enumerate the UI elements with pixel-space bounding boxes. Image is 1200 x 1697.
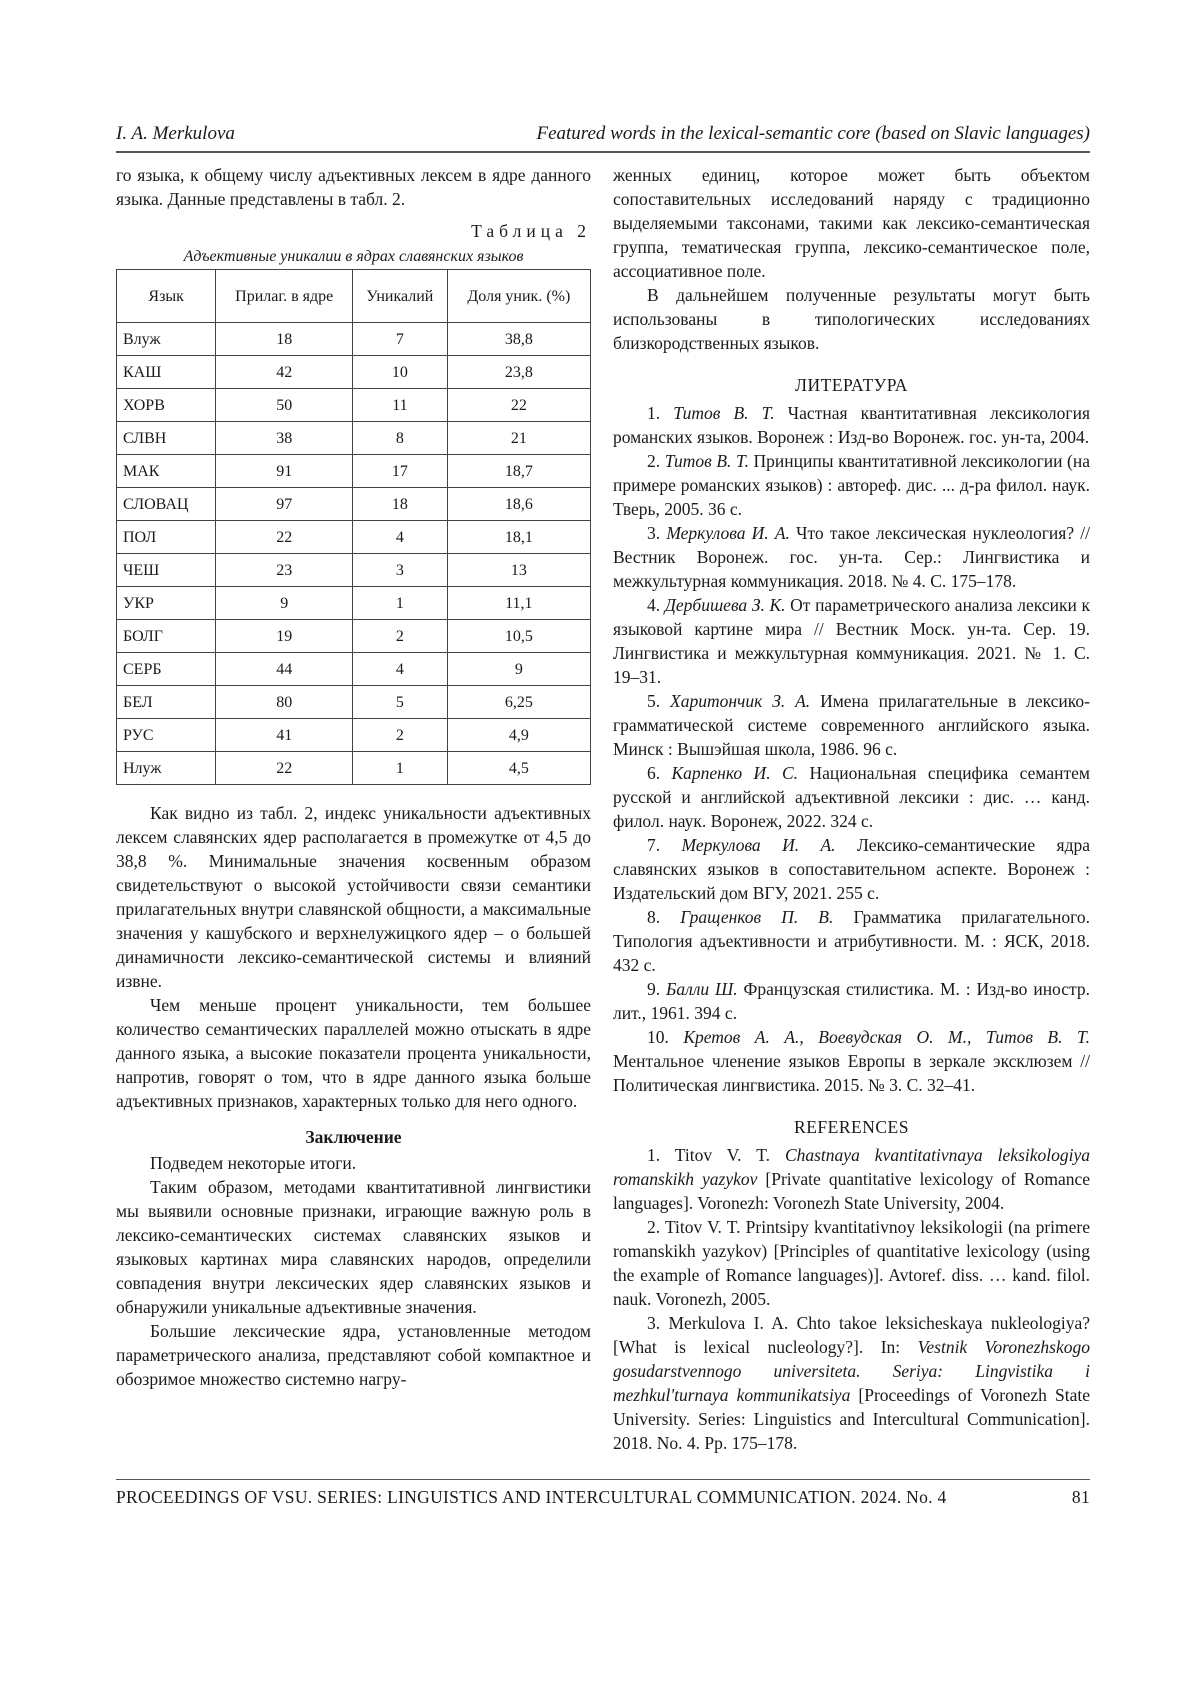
reference-item [613,905,1090,977]
reference-text: 4. [647,595,665,615]
table-cell: СЕРБ [117,653,216,686]
table-cell: 11,1 [447,587,590,620]
body-paragraph: Как видно из табл. 2, индекс уникальности адъективных лексем славянских ядер располагается в промежутке от 4,5 до 38,8 %. Минимальные значения косвенным образом свидетельствуют о высокой устойчивости связи семантики прилагательных внутри славянской общности, а максимальные значения у кашубского и верхнелужицкого ядер – о большей динамичности лексико-семантической системы и влияний извне. [116,801,591,993]
intro-paragraph: го языка, к общему числу адъективных лексем в ядре данного языка. Данные представлены в табл. 2. [116,163,591,211]
conclusion-paragraph: Таким образом, методами квантитативной лингвистики мы выявили основные признаки, играющие важную роль в лексико-семантических системах славянских языков и языковых картинах мира славянских народов, определили совпадения внутри лексических ядер славянских языков и обнаружили уникальные адъективные значения. [116,1175,591,1319]
reference-italic: Балли Ш. [666,979,738,999]
body-paragraph: В дальнейшем полученные результаты могут быть использованы в типологических исследованиях близкородственных языков. [613,283,1090,355]
table-cell: 9 [216,587,353,620]
reference-text: Французская стилистика. М. : Изд-во иностр. лит., 1961. 394 с. [613,979,1090,1023]
reference-italic: Меркулова И. А. [666,523,790,543]
reference-text: 8. [647,907,680,927]
table-cell: 42 [216,356,353,389]
table-cell: Нлуж [117,752,216,785]
table-header-row [117,270,591,323]
header-author: I. A. Merkulova [116,122,235,146]
table-header: Язык [117,270,216,323]
table-cell: 18,7 [447,455,590,488]
table-cell: 38,8 [447,323,590,356]
table-cell: 23,8 [447,356,590,389]
left-column [116,163,591,1391]
reference-item [613,761,1090,833]
reference-text: От параметрического анализа лексики к языковой картине мира // Вестник Моск. ун-та. Сер. 19. Лингвистика и межкультурная коммуникация. 2021. № 1. С. 19–31. [613,595,1090,687]
header-rule [116,151,1090,153]
reference-italic: Титов В. Т. [673,403,774,423]
conclusion-heading: Заключение [116,1125,591,1149]
table-cell: КАШ [117,356,216,389]
table-row [117,356,591,389]
reference-item [613,449,1090,521]
table-cell: 4 [353,521,448,554]
footer-rule [116,1479,1090,1480]
table-row [117,389,591,422]
reference-text: Ментальное членение языков Европы в зеркале эксклюзем // Политическая лингвистика. 2015. № 3. С. 32–41. [613,1051,1090,1095]
table-cell: 18 [216,323,353,356]
table-cell: 38 [216,422,353,455]
columns [116,163,1090,1455]
reference-item [613,401,1090,449]
table-cell: 22 [216,752,353,785]
table-cell: ЧЕШ [117,554,216,587]
reference-item [613,1311,1090,1455]
table-cell: 9 [447,653,590,686]
table-cell: 10 [353,356,448,389]
table-cell: ПОЛ [117,521,216,554]
header-title: Featured words in the lexical-semantic core (based on Slavic languages) [536,122,1090,146]
reference-italic: Гращенков П. В. [680,907,833,927]
table-row [117,488,591,521]
reference-text: 1. Titov V. T. [647,1145,785,1165]
table-row [117,752,591,785]
table-cell: 22 [447,389,590,422]
reference-text: 5. [647,691,670,711]
table-cell: 2 [353,719,448,752]
reference-text: Частная квантитативная лексикология романских языков. Воронеж : Изд-во Воронеж. гос. ун-та, 2004. [613,403,1090,447]
reference-item [613,1215,1090,1311]
table-row [117,455,591,488]
table-cell: УКР [117,587,216,620]
table-cell: 10,5 [447,620,590,653]
running-footer [116,1486,1090,1528]
reference-text: Грамматика прилагательного. Типология адъективности и атрибутивности. М. : ЯСК, 2018. 432 с. [613,907,1090,975]
reference-text: 3. [647,523,666,543]
table-cell: 21 [447,422,590,455]
reference-text: 6. [647,763,672,783]
reference-text: 1. [647,403,673,423]
reference-item [613,833,1090,905]
reference-item [613,689,1090,761]
reference-text: Что такое лексическая нуклеология? // Вестник Воронеж. гос. ун-та. Сер.: Лингвистика и межкультурная коммуникация. 2018. № 4. С. 175–178. [613,523,1090,591]
reference-text: 2. Titov V. T. Printsipy kvantitativnoy leksikologii (na primere romanskikh yazykov) [Principles of quantitative lexicology (using the example of Romance languages)]. Avtoref. diss. … kand. filol. nauk. Voronezh, 2005. [613,1217,1090,1309]
reference-italic: Chastnaya kvantitativnaya leksikologiya romanskikh yazykov [613,1145,1090,1189]
table-cell: 3 [353,554,448,587]
table-cell: 44 [216,653,353,686]
table-cell: 18 [353,488,448,521]
reference-text: [Proceedings of Voronezh State University. Series: Linguistics and Intercultural Communication]. 2018. No. 4. Pp. 175–178. [613,1385,1090,1453]
table-cell: 18,1 [447,521,590,554]
table-cell: 23 [216,554,353,587]
table-header: Доля уник. (%) [447,270,590,323]
body-paragraph: Чем меньше процент уникальности, тем большее количество семантических параллелей можно отыскать в ядре данного языка, а высокие показатели процента уникальности, напротив, говорят о том, что в ядре данного языка больше адъективных признаков, характерных только для него одного. [116,993,591,1113]
table-cell: 8 [353,422,448,455]
table-row [117,521,591,554]
table-cell: 22 [216,521,353,554]
reference-text: [Private quantitative lexicology of Romance languages]. Voronezh: Voronezh State University, 2004. [613,1169,1090,1213]
table-cell: ХОРВ [117,389,216,422]
table-cell: 4,5 [447,752,590,785]
reference-item [613,593,1090,689]
reference-text: Лексико-семантические ядра славянских языков в сопоставительном аспекте. Воронеж : Издательский дом ВГУ, 2021. 255 с. [613,835,1090,903]
table-cell: 4,9 [447,719,590,752]
reference-italic: Меркулова И. А. [682,835,836,855]
table-row [117,719,591,752]
table-caption: Адъективные уникалии в ядрах славянских языков [116,247,591,267]
table-cell: 91 [216,455,353,488]
table-cell: Влуж [117,323,216,356]
table-cell: 5 [353,686,448,719]
table-cell: 17 [353,455,448,488]
table-cell: 18,6 [447,488,590,521]
right-column [613,163,1090,1455]
reference-italic: Карпенко И. С. [672,763,798,783]
table-row [117,620,591,653]
reference-text: 7. [647,835,682,855]
reference-text: 2. [647,451,665,471]
table-row [117,587,591,620]
table-header: Прилаг. в ядре [216,270,353,323]
reference-text: 10. [647,1027,683,1047]
page [116,0,1090,1528]
reference-italic: Дербишева З. К. [665,595,786,615]
table-row [117,554,591,587]
table-cell: 1 [353,752,448,785]
table-cell: 1 [353,587,448,620]
references-heading: REFERENCES [613,1115,1090,1139]
reference-text: Национальная специфика семантем русской и английской адъективной лексики : дис. … канд. филол. наук. Воронеж, 2022. 324 с. [613,763,1090,831]
table-cell: 7 [353,323,448,356]
data-table [116,269,591,785]
table-cell: 41 [216,719,353,752]
table-cell: 2 [353,620,448,653]
table-row [117,686,591,719]
reference-italic: Кретов А. А., Воевудская О. М., Титов В. Т. [683,1027,1090,1047]
table-cell: 11 [353,389,448,422]
continuation-paragraph: женных единиц, которое может быть объектом сопоставительных исследований наряду с традиционно выделяемыми таксонами, такими как лексико-семантическая группа, тематическая группа, лексико-семантическое поле, ассоциативное поле. [613,163,1090,283]
table-label: Таблица 2 [116,219,591,243]
table-cell: 4 [353,653,448,686]
table-row [117,653,591,686]
reference-text: Принципы квантитативной лексикологии (на примере романских языков) : автореф. дис. ... д-ра филол. наук. Тверь, 2005. 36 с. [613,451,1090,519]
table-cell: 80 [216,686,353,719]
reference-text: 3. Merkulova I. A. Chto takoe leksicheskaya nukleologiya? [What is lexical nucleology?]. In: [613,1313,1090,1357]
table-cell: 97 [216,488,353,521]
reference-item [613,521,1090,593]
reference-italic: Vestnik Voronezhskogo gosudarstvennogo universiteta. Seriya: Lingvistika i mezhkul'turnaya kommunikatsiya [613,1337,1090,1405]
table-cell: РУС [117,719,216,752]
conclusion-paragraph: Подведем некоторые итоги. [116,1151,591,1175]
table-header: Уникалий [353,270,448,323]
reference-text: 9. [647,979,666,999]
table-cell: СЛВН [117,422,216,455]
reference-item [613,977,1090,1025]
footer-journal: PROCEEDINGS OF VSU. SERIES: LINGUISTICS AND INTERCULTURAL COMMUNICATION. 2024. No. 4 [116,1486,947,1508]
table-cell: 50 [216,389,353,422]
table-cell: БОЛГ [117,620,216,653]
page-number: 81 [1072,1486,1090,1508]
reference-text: Имена прилагательные в лексико-грамматической системе современного английского языка. Минск : Вышэйшая школа, 1986. 96 с. [613,691,1090,759]
reference-italic: Титов В. Т. [665,451,749,471]
literature-heading: ЛИТЕРАТУРА [613,373,1090,397]
reference-italic: Харитончик З. А. [670,691,810,711]
table-cell: БЕЛ [117,686,216,719]
table-cell: 19 [216,620,353,653]
table-cell: 13 [447,554,590,587]
table-cell: СЛОВАЦ [117,488,216,521]
running-header [116,122,1090,146]
table-cell: 6,25 [447,686,590,719]
table-row [117,422,591,455]
table-cell: МАК [117,455,216,488]
reference-item [613,1025,1090,1097]
conclusion-paragraph: Большие лексические ядра, установленные методом параметрического анализа, представляют собой компактное и обозримое множество системно нагру- [116,1319,591,1391]
reference-item [613,1143,1090,1215]
table-row [117,323,591,356]
